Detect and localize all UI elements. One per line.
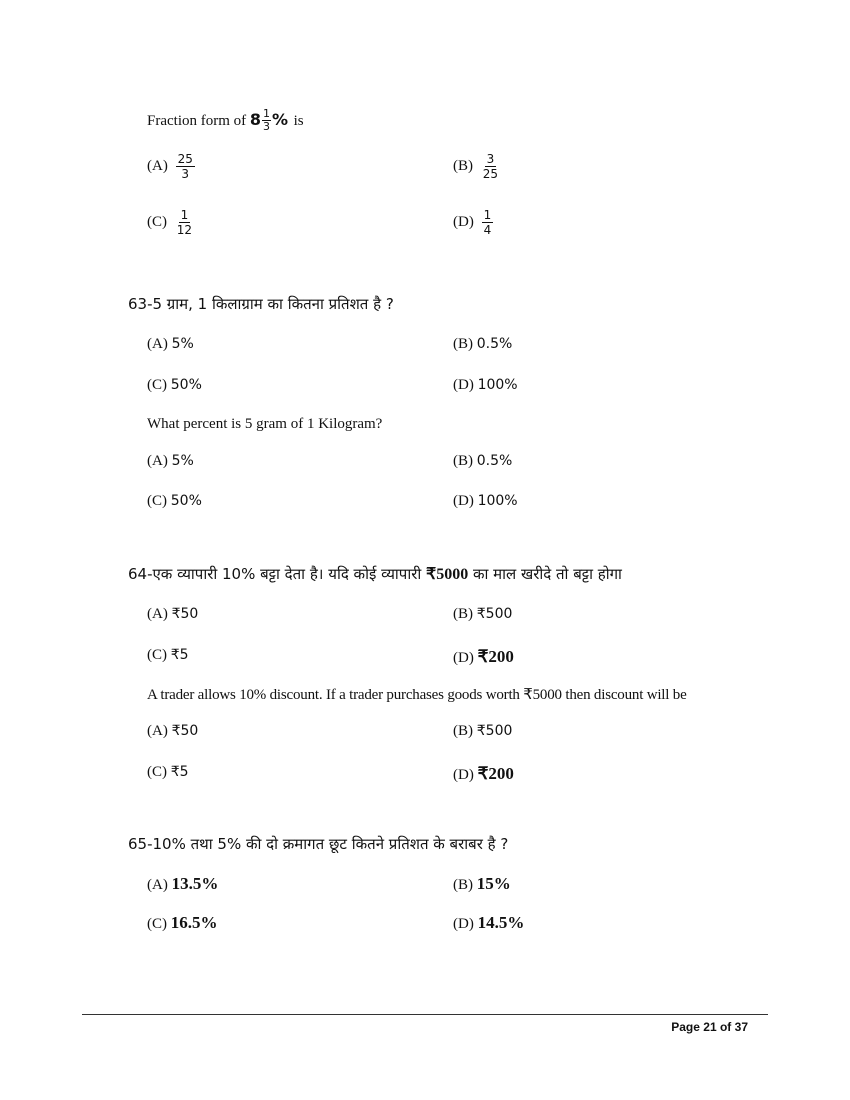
q63-english-option-c[interactable] (147, 493, 202, 510)
option-label: (C) (147, 377, 167, 393)
option-value: 0.5% (476, 453, 513, 469)
q63-hindi-option-b[interactable] (453, 336, 512, 353)
q64-english-option-d[interactable] (453, 764, 514, 784)
fraction-denominator: 3 (181, 167, 190, 181)
q63-english-question: What percent is 5 gram of 1 Kilogram? (147, 416, 383, 432)
q63-english-option-b[interactable] (453, 453, 512, 470)
q64-hindi-part2: का माल खरीदे तो बट्टा होगा (473, 565, 622, 583)
option-value: ₹200 (477, 764, 514, 783)
option-value: ₹50 (171, 723, 199, 739)
page-footer (671, 1020, 748, 1034)
q62-option-d[interactable] (453, 208, 493, 237)
fraction-denominator: 4 (483, 223, 492, 237)
q62-option-c-fraction (175, 208, 194, 237)
q65-option-a[interactable] (147, 874, 218, 894)
q62-suffix: is (293, 113, 304, 129)
option-label: (B) (453, 877, 473, 893)
fraction-denominator: 25 (482, 167, 499, 181)
q63-hindi-option-d[interactable] (453, 377, 518, 394)
page-number: 21 (703, 1020, 717, 1034)
option-label: (A) (147, 723, 168, 739)
fraction-numerator: 25 (177, 152, 193, 166)
option-label: (A) (147, 336, 168, 352)
option-label: (B) (453, 157, 473, 174)
q64-hindi-option-b[interactable] (453, 606, 512, 623)
q63-english-option-d[interactable] (453, 493, 518, 510)
q63-hindi-option-c[interactable] (147, 377, 202, 394)
option-value: 50% (170, 493, 202, 509)
option-value: ₹200 (477, 647, 514, 666)
fraction-numerator: 1 (180, 208, 189, 222)
q65-option-d[interactable] (453, 913, 524, 933)
q62-whole: 8 (249, 110, 262, 129)
q65-option-c[interactable] (147, 913, 218, 933)
option-value: 15% (476, 874, 511, 893)
option-label: (D) (453, 650, 474, 666)
option-value: ₹500 (476, 723, 513, 739)
q62-prefix: Fraction form of (147, 113, 247, 129)
option-value: 14.5% (477, 913, 525, 932)
q64-hindi-part1: 64-एक व्यापारी 10% बट्टा देता है। यदि कोई व्यापारी (128, 565, 422, 583)
option-value: 100% (477, 377, 518, 393)
option-value: 50% (170, 377, 202, 393)
q62-question (147, 108, 304, 133)
option-label: (D) (453, 767, 474, 783)
of-label: of (719, 1020, 732, 1034)
q64-hindi-amount: ₹5000 (426, 566, 469, 583)
option-label: (B) (453, 606, 473, 622)
fraction-denominator: 12 (176, 223, 193, 237)
q64-hindi-option-a[interactable] (147, 606, 198, 623)
q64-hindi-question (128, 564, 622, 584)
option-label: (C) (147, 764, 167, 780)
option-label: (A) (147, 606, 168, 622)
page-label: Page (671, 1020, 700, 1034)
option-label: (A) (147, 877, 168, 893)
option-label: (B) (453, 453, 473, 469)
option-value: 100% (477, 493, 518, 509)
q65-option-b[interactable] (453, 874, 511, 894)
q65-hindi-question: 65-10% तथा 5% की दो क्रमागत छूट कितने प्रतिशत के बराबर है ? (128, 835, 509, 853)
q62-option-c[interactable] (147, 208, 194, 237)
option-label: (D) (453, 916, 474, 932)
option-value: ₹5 (170, 764, 189, 780)
option-label: (A) (147, 157, 168, 174)
option-value: 5% (171, 453, 194, 469)
q64-hindi-option-d[interactable] (453, 647, 514, 667)
q63-hindi-option-a[interactable] (147, 336, 194, 353)
option-label: (C) (147, 916, 167, 932)
total-pages: 37 (734, 1020, 748, 1034)
fraction-numerator: 1 (483, 208, 492, 222)
option-label: (D) (453, 213, 474, 230)
q62-mixed-number (249, 107, 294, 133)
fraction-numerator: 3 (486, 152, 495, 166)
q63-hindi-question: 63-5 ग्राम, 1 किलाग्राम का कितना प्रतिशत है ? (128, 295, 394, 313)
q63-english-option-a[interactable] (147, 453, 194, 470)
q64-hindi-option-c[interactable] (147, 647, 189, 664)
q62-option-d-fraction (482, 208, 494, 237)
option-value: ₹50 (171, 606, 199, 622)
q64-english-option-a[interactable] (147, 723, 198, 740)
q64-english-option-c[interactable] (147, 764, 189, 781)
option-label: (B) (453, 723, 473, 739)
option-value: ₹5 (170, 647, 189, 663)
option-value: ₹500 (476, 606, 513, 622)
option-label: (A) (147, 453, 168, 469)
footer-divider (82, 1014, 768, 1015)
option-value: 13.5% (171, 874, 219, 893)
q62-frac-num: 1 (263, 107, 271, 120)
q62-percent: % (272, 110, 289, 129)
option-label: (D) (453, 493, 474, 509)
q62-frac-den: 3 (263, 120, 271, 133)
option-value: 0.5% (476, 336, 513, 352)
q62-option-a-fraction (176, 152, 195, 181)
option-label: (C) (147, 647, 167, 663)
option-label: (C) (147, 213, 167, 230)
q62-option-b[interactable] (453, 152, 500, 181)
option-value: 16.5% (170, 913, 218, 932)
option-label: (C) (147, 493, 167, 509)
q64-english-question: A trader allows 10% discount. If a trader purchases goods worth ₹5000 then discount will be (147, 687, 687, 703)
option-label: (B) (453, 336, 473, 352)
option-value: 5% (171, 336, 194, 352)
q62-option-b-fraction (481, 152, 500, 181)
option-label: (D) (453, 377, 474, 393)
q62-option-a[interactable] (147, 152, 195, 181)
q64-english-option-b[interactable] (453, 723, 512, 740)
